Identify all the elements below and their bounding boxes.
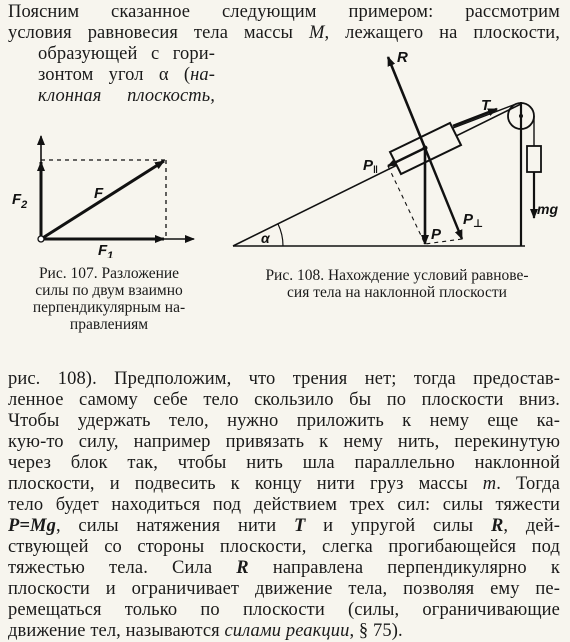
hanging-weight bbox=[527, 146, 541, 172]
angle-arc bbox=[278, 224, 283, 246]
text-fragment: , дей- bbox=[503, 516, 560, 536]
body-line-3: Чтобы удержать тело, нужно приложить к нему еще ка- bbox=[8, 411, 560, 431]
body-line-13 bbox=[8, 621, 560, 642]
text-fragment: плоскости, и подвесить к концу нити груз массы bbox=[8, 474, 483, 494]
variable-T: T bbox=[293, 516, 306, 536]
label-alpha: α bbox=[261, 230, 270, 246]
caption-line: перпендикулярным на- bbox=[32, 299, 186, 316]
label-R: R bbox=[397, 49, 408, 66]
figure-108-caption bbox=[232, 267, 562, 301]
vector-T bbox=[453, 109, 497, 126]
caption-line: сия тела на наклонной плоскости bbox=[287, 284, 507, 301]
caption-line: силы по двум взаимно bbox=[35, 282, 183, 299]
text-line-4 bbox=[38, 65, 215, 86]
body-line-6 bbox=[8, 474, 560, 495]
caption-line: Рис. 108. Нахождение условий равнове- bbox=[265, 267, 529, 284]
label-T: T bbox=[481, 97, 491, 114]
caption-line: правлениям bbox=[69, 316, 149, 333]
variable-m: m bbox=[482, 474, 497, 494]
body-line-9: ствующей со стороны плоскости, слегка прогибающейся под bbox=[8, 537, 560, 557]
term-reaction-forces: силами реакции bbox=[224, 621, 350, 641]
body-line-4: кую-то силу, например привязать к нему нить, перекинутую bbox=[8, 432, 560, 452]
force-origin bbox=[423, 146, 428, 151]
body-line-1: рис. 108). Предположим, что трения нет; тогда предостав- bbox=[8, 369, 560, 389]
body-line-10 bbox=[8, 558, 560, 579]
text-fragment: направлена перпендикулярно к bbox=[248, 558, 560, 578]
label-F: F bbox=[94, 185, 104, 202]
label-P-perp: $P_\perp$ bbox=[463, 211, 484, 230]
dashed-construction bbox=[388, 166, 425, 244]
label-mg: mg bbox=[537, 201, 558, 217]
pulley-axle bbox=[519, 114, 523, 118]
text-line-3: образующей с гори- bbox=[38, 44, 215, 64]
variable-R: R bbox=[236, 558, 249, 578]
text-fragment: условия равновесия тела массы bbox=[8, 23, 309, 43]
text-fragment: тяжестью тела. Сила bbox=[8, 558, 237, 578]
origin-point bbox=[38, 236, 44, 242]
variable-R: R bbox=[490, 516, 504, 536]
text-fragment: зонтом угол α ( bbox=[38, 65, 191, 85]
text-fragment: , лежащего на плоскости, bbox=[324, 23, 560, 43]
text-fragment: на- bbox=[190, 65, 215, 85]
figure-107-caption bbox=[14, 265, 204, 333]
label-P-par: $P_‖$ bbox=[363, 157, 378, 176]
body-line-2: ленное самому себе тело скользило бы по плоскости вниз. bbox=[8, 390, 560, 410]
label-P: P bbox=[431, 226, 442, 243]
body-line-5: через блок так, чтобы нить шла параллельно наклонной bbox=[8, 453, 560, 473]
text-line-5: клонная плоскость, bbox=[38, 86, 215, 106]
caption-line: Рис. 107. Разложение bbox=[38, 265, 180, 282]
text-line-1: Поясним сказанное следующим примером: рассмотрим bbox=[8, 2, 560, 22]
body-line-12: ремещаться только по плоскости (силы, ограничивающие bbox=[8, 600, 560, 620]
text-line-2 bbox=[8, 23, 560, 44]
vector-R bbox=[388, 57, 425, 148]
variable-M: M bbox=[309, 23, 325, 43]
body-line-11: плоскости и ограничивает движение тела, позволяя ему пе- bbox=[8, 579, 560, 599]
label-F2: $F_2$ bbox=[12, 191, 28, 211]
text-fragment: , силы натяжения нити bbox=[55, 516, 294, 536]
text-fragment: , § 75). bbox=[349, 621, 403, 641]
body-line-8 bbox=[8, 516, 560, 537]
text-fragment: движение тел, называются bbox=[8, 621, 225, 641]
text-fragment: . Тогда bbox=[496, 474, 560, 494]
text-fragment: и упругой силы bbox=[305, 516, 491, 536]
formula-P-Mg: P=Mg bbox=[8, 516, 56, 536]
label-F1: $F_1$ bbox=[98, 242, 114, 258]
body-line-7: тело будет находиться под действием трех сил: силы тяжести bbox=[8, 495, 560, 515]
figure-107 bbox=[10, 128, 200, 258]
figure-108 bbox=[225, 44, 565, 264]
